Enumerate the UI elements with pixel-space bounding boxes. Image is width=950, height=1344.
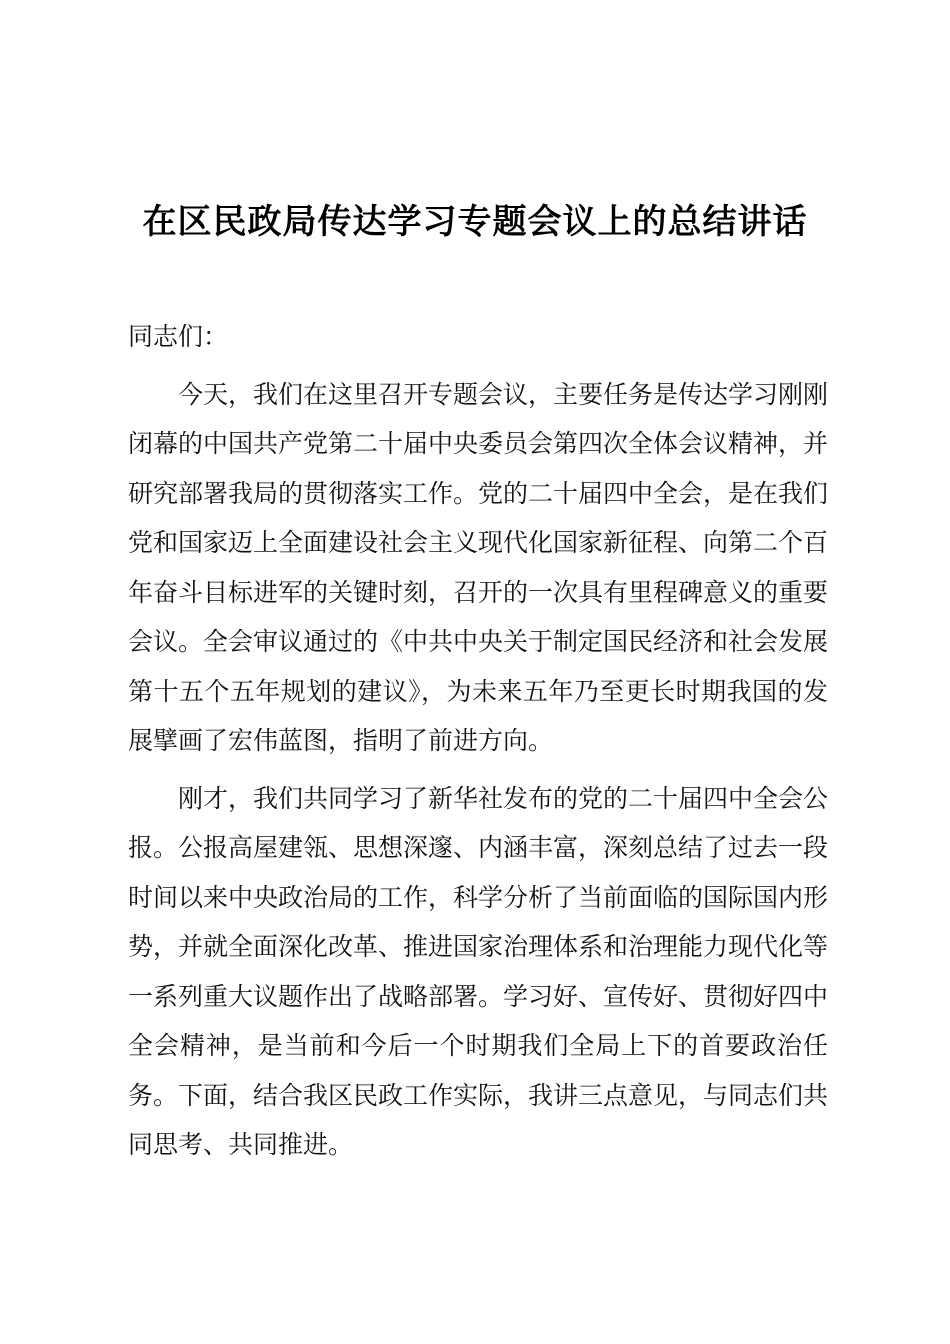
salutation: 同志们： <box>128 322 229 351</box>
paragraph-2: 刚才，我们共同学习了新华社发布的党的二十届四中全会公报。公报高屋建瓴、思想深邃、内涵丰富，深刻总结了过去一段时间以来中央政治局的工作，科学分析了当前面临的国际国内形势，并就全面深化改革、推进国家治理体系和治理能力现代化等一系列重大议题作出了战略部署。学习好、宣传好、贯彻好四中全会精神，是当前和今后一个时期我们全局上下的首要政治任务。下面，结合我区民政工作实际，我讲三点意见，与同志们共同思考、共同推进。 <box>128 783 829 1159</box>
document-body <box>128 312 828 1178</box>
document-title: 在区民政局传达学习专题会议上的总结讲话 <box>142 202 808 242</box>
paragraph-1: 今天，我们在这里召开专题会议，主要任务是传达学习刚刚闭幕的中国共产党第二十届中央委员会第四次全体会议精神，并研究部署我局的贯彻落实工作。党的二十届四中全会，是在我们党和国家迈上全面建设社会主义现代化国家新征程、向第二个百年奋斗目标进军的关键时刻，召开的一次具有里程碑意义的重要会议。全会审议通过的《中共中央关于制定国民经济和社会发展第十五个五年规划的建议》，为未来五年乃至更长时期我国的发展擘画了宏伟蓝图，指明了前进方向。 <box>128 379 829 755</box>
